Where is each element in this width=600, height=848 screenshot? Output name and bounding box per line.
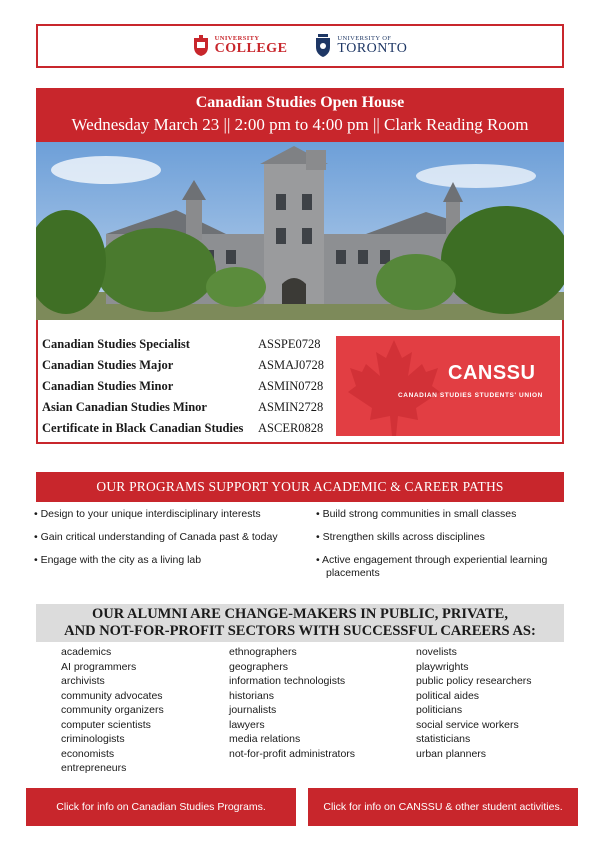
list-item: media relations bbox=[229, 733, 301, 745]
event-details: Wednesday March 23 || 2:00 pm to 4:00 pm || Clark Reading Room bbox=[71, 115, 529, 134]
alumni-heading-line-2: AND NOT-FOR-PROFIT SECTORS WITH SUCCESSFUL CAREERS AS: bbox=[64, 623, 536, 639]
program-list bbox=[42, 334, 334, 439]
list-item: • Build strong communities in small classes bbox=[316, 508, 517, 520]
alumni-heading bbox=[36, 604, 564, 642]
canssu-info-button[interactable]: Click for info on CANSSU & other student activities. bbox=[308, 788, 578, 826]
list-item: social service workers bbox=[416, 718, 519, 731]
list-item: criminologists bbox=[61, 733, 125, 745]
program-name: Certificate in Black Canadian Studies bbox=[42, 421, 244, 435]
list-item: computer scientists bbox=[61, 718, 151, 731]
list-item: economists bbox=[61, 747, 115, 760]
support-bullets-right bbox=[316, 508, 586, 590]
list-item: urban planners bbox=[416, 747, 487, 760]
uc-logo-small-text: UNIVERSITY bbox=[214, 34, 260, 42]
logo-header bbox=[36, 24, 564, 68]
list-item: entrepreneurs bbox=[61, 762, 127, 774]
list-item: historians bbox=[229, 689, 274, 702]
list-item: • Strengthen skills across disciplines bbox=[316, 531, 485, 543]
event-banner bbox=[36, 88, 564, 142]
list-item: playwrights bbox=[416, 660, 469, 673]
university-of-toronto-logo[interactable] bbox=[315, 34, 407, 58]
list-item: geographers bbox=[229, 660, 288, 673]
list-item: novelists bbox=[416, 646, 457, 658]
program-code: ASSPE0728 bbox=[258, 337, 321, 351]
uoft-logo-big-text: TORONTO bbox=[337, 41, 408, 57]
list-item: academics bbox=[61, 646, 112, 658]
program-code: ASMAJ0728 bbox=[258, 358, 324, 372]
programs-section bbox=[36, 320, 564, 444]
list-item: community organizers bbox=[61, 704, 164, 716]
program-row bbox=[42, 355, 334, 376]
list-item: politicians bbox=[416, 704, 463, 716]
canssu-subtitle: CANADIAN STUDIES STUDENTS' UNION bbox=[398, 392, 543, 399]
list-item: information technologists bbox=[229, 675, 346, 687]
program-code: ASCER0828 bbox=[258, 421, 324, 435]
programs-info-button[interactable]: Click for info on Canadian Studies Programs. bbox=[26, 788, 296, 826]
careers-column-2 bbox=[229, 645, 355, 761]
program-row bbox=[42, 397, 334, 418]
program-name: Canadian Studies Major bbox=[42, 358, 174, 372]
program-row bbox=[42, 418, 334, 439]
program-row bbox=[42, 376, 334, 397]
support-bullets-left bbox=[34, 508, 304, 577]
program-code: ASMIN2728 bbox=[258, 400, 324, 414]
list-item: not-for-profit administrators bbox=[229, 747, 356, 760]
program-row bbox=[42, 334, 334, 355]
list-item: • Engage with the city as a living lab bbox=[34, 554, 202, 566]
list-item: ethnographers bbox=[229, 646, 297, 658]
careers-column-3 bbox=[416, 645, 532, 761]
program-name: Asian Canadian Studies Minor bbox=[42, 400, 207, 414]
uoft-crest-icon bbox=[315, 34, 331, 58]
program-name: Canadian Studies Minor bbox=[42, 379, 174, 393]
list-item: • Gain critical understanding of Canada past & today bbox=[34, 531, 278, 543]
list-item: lawyers bbox=[229, 718, 265, 731]
list-item: statisticians bbox=[416, 733, 471, 745]
canssu-name: CANSSU bbox=[448, 362, 536, 384]
program-name: Canadian Studies Specialist bbox=[42, 337, 190, 351]
canssu-logo[interactable] bbox=[336, 336, 560, 436]
uoft-logo-small-text: UNIVERSITY OF bbox=[337, 34, 392, 42]
university-college-photo bbox=[36, 142, 564, 320]
university-college-logo[interactable] bbox=[193, 35, 288, 57]
support-heading: OUR PROGRAMS SUPPORT YOUR ACADEMIC & CAREER PATHS bbox=[36, 472, 564, 502]
maple-leaf-icon bbox=[336, 336, 560, 436]
list-item: • Active engagement through experiential learning placements bbox=[316, 554, 548, 579]
alumni-heading-line-1: OUR ALUMNI ARE CHANGE-MAKERS IN PUBLIC, PRIVATE, bbox=[92, 606, 508, 622]
list-item: community advocates bbox=[61, 689, 163, 702]
list-item: • Design to your unique interdisciplinary interests bbox=[34, 508, 261, 520]
uc-logo-big-text: COLLEGE bbox=[214, 41, 288, 57]
list-item: political aides bbox=[416, 689, 480, 702]
careers-column-1 bbox=[61, 645, 164, 776]
list-item: public policy researchers bbox=[416, 675, 532, 687]
program-code: ASMIN0728 bbox=[258, 379, 324, 393]
list-item: AI programmers bbox=[61, 660, 137, 673]
list-item: archivists bbox=[61, 675, 105, 687]
uc-crest-icon bbox=[193, 35, 209, 57]
event-title: Canadian Studies Open House bbox=[195, 94, 405, 111]
list-item: journalists bbox=[229, 704, 277, 716]
